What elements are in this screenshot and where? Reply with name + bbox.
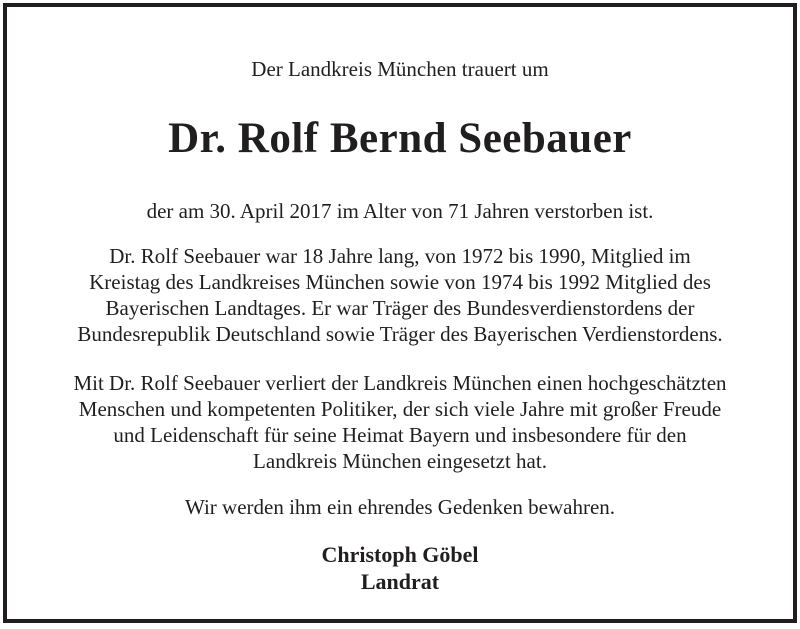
obituary-notice-box: [3, 3, 797, 623]
death-date-line: der am 30. April 2017 im Alter von 71 Jahren verstorben ist.: [146, 199, 654, 223]
paragraph-line: Bayerischen Landtages. Er war Träger des Bundesverdienstordens der: [105, 296, 695, 320]
paragraph-line: Menschen und kompetenten Politiker, der sich viele Jahre mit großer Freude: [78, 397, 722, 421]
mourning-intro-line: Der Landkreis München trauert um: [251, 57, 549, 81]
tribute-paragraph: [7, 370, 793, 474]
paragraph-line: Kreistag des Landkreises München sowie von 1974 bis 1992 Mitglied des: [89, 270, 711, 294]
signature-block: [7, 541, 793, 595]
paragraph-line: Dr. Rolf Seebauer war 18 Jahre lang, von 1972 bis 1990, Mitglied im: [109, 244, 691, 268]
paragraph-line: und Leidenschaft für seine Heimat Bayern und insbesondere für den: [113, 423, 687, 447]
remembrance-closing-line: Wir werden ihm ein ehrendes Gedenken bewahren.: [184, 495, 616, 519]
signature-title: Landrat: [360, 569, 440, 594]
biography-paragraph: [7, 243, 793, 347]
deceased-name-heading: Dr. Rolf Bernd Seebauer: [168, 115, 632, 162]
paragraph-line: Landkreis München eingesetzt hat.: [253, 449, 547, 473]
paragraph-line: Bundesrepublik Deutschland sowie Träger des Bayerischen Verdienstordens.: [77, 322, 723, 346]
signature-name: Christoph Göbel: [321, 542, 479, 567]
paragraph-line: Mit Dr. Rolf Seebauer verliert der Landkreis München einen hochgeschätzten: [73, 371, 727, 395]
